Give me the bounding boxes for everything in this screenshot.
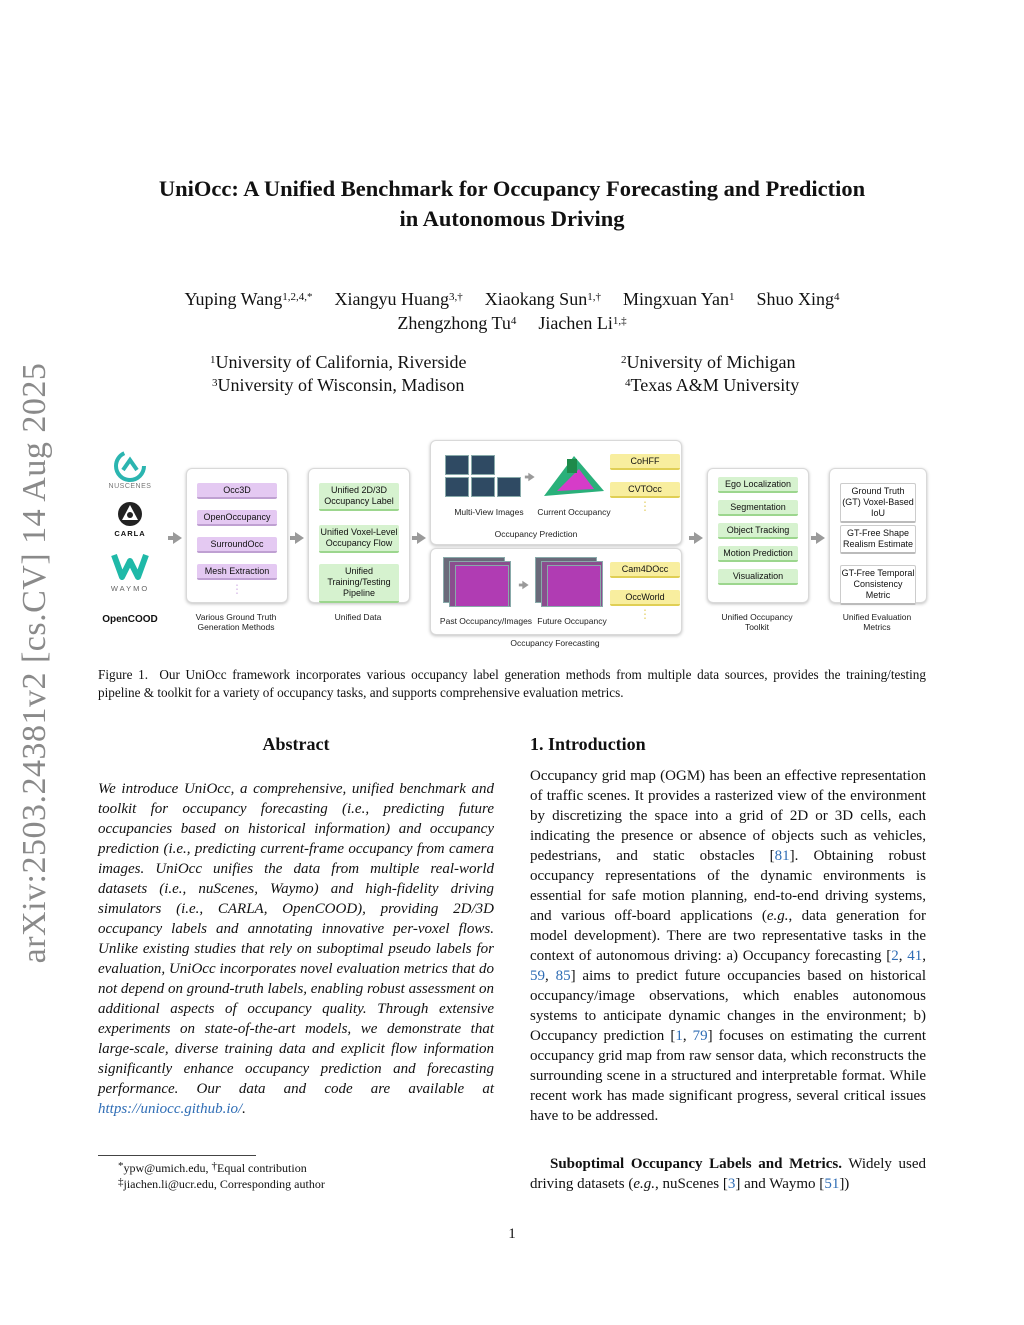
- arrow-icon: [528, 473, 534, 481]
- author: Shuo Xing$^4$: [756, 289, 840, 309]
- camera-image: [445, 455, 469, 475]
- page-number: 1: [508, 1226, 516, 1242]
- eval-temporal-consistency: GT-Free Temporal Consistency Metric: [840, 565, 916, 605]
- footnote-divider: [98, 1155, 256, 1156]
- nuscenes-logo-icon: [110, 446, 150, 486]
- waymo-label: WAYMO: [110, 584, 150, 593]
- introduction-paragraph-1: Occupancy grid map (OGM) has been an effective representation of traffic scenes. It provides a rasterized view of the environment by discretizing the space into a grid of 2D or 3D cells, each indicating the presence or absence of objects such as vehicles, pedestrians, and static obstacles [81]. Obtaining robust occupancy representations of the dynamic environments is essential for safe motion planning, end-to-end driving systems, and various off-board applications (e.g., data generation for model development). There are two representative tasks in the context of autonomous driving: a) Occupancy forecasting [2, 41, 59, 85] aims to predict future occupancies based on historical occupancy/image observations, which enables autonomous systems to anticipate dynamic changes in the environment; b) Occupancy prediction [1, 79] focuses on estimating the current occupancy grid map from raw sensor data, which reconstructs the surrounding scene in a structured and interpretable format. While recent work has made significant progress, several critical issues have to be addressed.: [530, 768, 927, 1124]
- footnotes: *ypw@umich.edu, †Equal contribution ‡jiachen.li@ucr.edu, Corresponding author: [118, 1160, 325, 1191]
- occupancy-forecasting-caption: Occupancy Forecasting: [510, 638, 600, 648]
- unified-label-item: Unified 2D/3D Occupancy Label: [319, 483, 399, 511]
- toolkit-ego-localization: Ego Localization: [718, 477, 798, 493]
- author: Jiachen $Li^{1,\ddagger}$: [538, 313, 627, 333]
- prediction-models: [610, 452, 680, 522]
- model-cohff: CoHFF: [610, 454, 680, 470]
- introduction-heading: 1. Introduction: [530, 734, 646, 754]
- citation-link[interactable]: 79: [692, 1028, 708, 1044]
- current-occupancy-image: [539, 451, 609, 501]
- unified-pipeline-item: Unified Training/Testing Pipeline: [319, 564, 399, 603]
- past-occupancy-label: Past Occupancy/Images: [439, 616, 533, 626]
- camera-image: [471, 477, 495, 497]
- abstract-text: We introduce UniOcc, a comprehensive, unified benchmark and toolkit for occupancy forecasting (i.e., predicting future occupancies based on historical information) and occupancy prediction (i.e., predicting current-frame occupancy from camera images. UniOcc unifies the data from multiple real-world datasets (i.e., nuScenes, Waymo) and high-fidelity driving simulators (i.e., CARLA, OpenCOOD), providing 2D/3D occupancy labels and annotating innovative per-voxel flows. Unlike existing studies that rely on suboptimal pseudo labels for evaluation, UniOcc incorporates novel evaluation metrics that do not depend on ground-truth labels, enabling robust assessment on additional aspects of occupancy quality. Through extensive experiments on state-of-the-art models, we demonstrate that large-scale, diverse training data and explicit flow information significantly enhance occupancy prediction and forecasting performance. Our data and code are available at https://uniocc.github.io/.: [98, 781, 494, 1117]
- citation-link[interactable]: 51: [824, 1176, 840, 1192]
- citation-link[interactable]: 1: [675, 1028, 683, 1044]
- camera-image: [445, 477, 469, 497]
- author: Mingxuan Yan$^1$: [622, 289, 735, 309]
- evaluation-caption: Unified Evaluation Metrics: [842, 612, 912, 632]
- model-cam4docc: Cam4DOcc: [610, 562, 680, 578]
- nuscenes-label: NUSCENES: [108, 483, 152, 490]
- toolkit-segmentation: Segmentation: [718, 500, 798, 516]
- author: Xiangyu Huang$^{3,\dagger}$: [334, 289, 463, 309]
- eval-shape-realism: GT-Free Shape Realism Estimate: [840, 525, 916, 554]
- gt-method-openoccupancy: OpenOccupancy: [197, 510, 277, 526]
- arrow-icon: [295, 532, 304, 544]
- camera-image: [471, 455, 495, 475]
- toolkit-object-tracking: Object Tracking: [718, 523, 798, 539]
- future-occupancy-label: Future Occupancy: [537, 616, 607, 626]
- toolkit-visualization: Visualization: [718, 569, 798, 585]
- ground-truth-caption: Various Ground Truth Generation Methods: [195, 612, 277, 632]
- toolkit-box: [707, 468, 809, 603]
- gt-method-occ3d: Occ3D: [197, 483, 277, 499]
- title-line-2: in Autonomous Driving: [399, 206, 625, 231]
- author-list: [110, 287, 914, 335]
- opencood-logo: OpenCOOD: [102, 614, 158, 625]
- unified-data-caption: Unified Data: [334, 612, 382, 622]
- affiliation: $^1$University of California, Riverside: [210, 352, 467, 372]
- arrow-icon: [417, 532, 426, 544]
- citation-link[interactable]: 2: [891, 948, 899, 964]
- past-occupancy-frame: [455, 565, 509, 607]
- affiliation: $^4$Texas A&M University: [625, 375, 800, 395]
- author: Zhengzhong Tu$^4$: [397, 313, 517, 333]
- more-dots: ⋮: [231, 582, 243, 596]
- model-occworld: OccWorld: [610, 590, 680, 606]
- citation-link[interactable]: 3: [727, 1176, 736, 1192]
- figure-1: [100, 438, 930, 653]
- toolkit-motion-prediction: Motion Prediction: [718, 546, 798, 562]
- abstract-heading: Abstract: [262, 734, 330, 754]
- citation-link[interactable]: 59: [530, 968, 545, 984]
- author: Xiaokang Sun$^{1,\dagger}$: [484, 289, 601, 309]
- citation-link[interactable]: 85: [555, 968, 571, 984]
- arrow-icon: [694, 532, 703, 544]
- multi-view-images-label: Multi-View Images: [454, 507, 524, 517]
- arrow-icon: [173, 532, 182, 544]
- citation-link[interactable]: 41: [907, 948, 923, 964]
- arrow-icon: [522, 581, 528, 589]
- evaluation-box: [829, 468, 927, 603]
- more-dots: ⋮: [639, 499, 651, 513]
- paper-title: [120, 174, 904, 234]
- gt-method-mesh-extraction: Mesh Extraction: [197, 564, 277, 580]
- introduction-paragraph-2: Suboptimal Occupancy Labels and Metrics. Widely used driving datasets (e.g., nuScenes [3] and Waymo [51]): [530, 1156, 927, 1192]
- affiliation: $^3$University of Wisconsin, Madison: [212, 375, 465, 395]
- occupancy-prediction-caption: Occupancy Prediction: [494, 529, 578, 539]
- arrow-icon: [816, 532, 825, 544]
- unified-data-box: [308, 468, 410, 603]
- future-occupancy-frame: [547, 565, 601, 607]
- model-cvtocc: CVTOcc: [610, 482, 680, 498]
- camera-image: [497, 477, 521, 497]
- author: Yuping Wang$^{1,2,4,*}$: [184, 289, 313, 309]
- gt-method-surroundocc: SurroundOcc: [197, 537, 277, 553]
- carla-logo-icon: [114, 500, 146, 530]
- current-occupancy-label: Current Occupancy: [537, 507, 611, 517]
- figure-caption: Figure 1. Our UniOcc framework incorporates various occupancy label generation methods from multiple data sources, provides the training/testing pipeline & toolkit for a variety of occupancy tasks, and supports comprehensive evaluation metrics.: [98, 667, 926, 700]
- ground-truth-methods-box: [186, 468, 288, 603]
- citation-link[interactable]: 81: [774, 848, 790, 864]
- arxiv-identifier: arXiv:2503.24381v2 [cs.CV] 14 Aug 2025: [16, 362, 53, 963]
- forecasting-models: [610, 560, 680, 630]
- project-link[interactable]: https://uniocc.github.io/: [98, 1101, 243, 1117]
- unified-flow-item: Unified Voxel-Level Occupancy Flow: [319, 525, 399, 553]
- eval-voxel-iou: Ground Truth (GT) Voxel-Based IoU: [840, 483, 916, 523]
- affiliation: $^2$University of Michigan: [621, 352, 796, 372]
- title-line-1: UniOcc: A Unified Benchmark for Occupancy Forecasting and Prediction: [158, 176, 866, 201]
- more-dots: ⋮: [639, 607, 651, 621]
- carla-label: CARLA: [114, 529, 146, 538]
- toolkit-caption: Unified Occupancy Toolkit: [721, 612, 793, 632]
- waymo-logo-icon: [110, 551, 150, 581]
